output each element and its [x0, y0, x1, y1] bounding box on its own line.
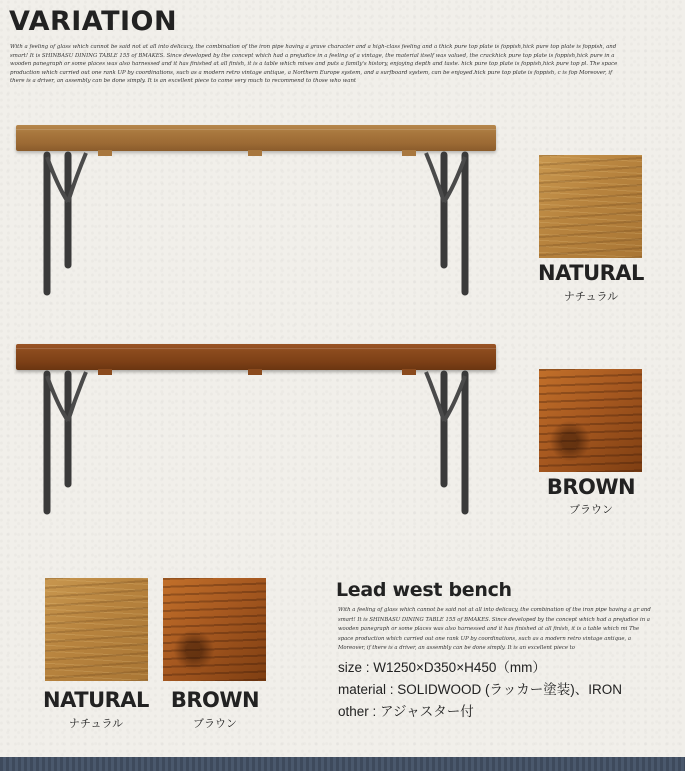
bench-image-brown	[16, 344, 498, 529]
swatch-label-brown-bottom: BROWN	[170, 688, 260, 712]
swatch-label-brown: BROWN	[546, 475, 636, 499]
swatch-brown-bottom	[163, 578, 266, 681]
swatch-kana-brown-bottom: ブラウン	[193, 718, 237, 730]
swatch-kana-natural-bottom: ナチュラル	[68, 718, 124, 730]
product-name: Lead west bench	[336, 579, 512, 601]
bench-legs-brown	[16, 366, 498, 526]
swatch-natural-bottom	[45, 578, 148, 681]
swatch-natural	[539, 155, 642, 258]
page-title: VARIATION	[9, 6, 178, 37]
footer-denim-strip	[0, 757, 685, 771]
swatch-label-natural: NATURAL	[538, 261, 644, 285]
spec-other: other : アジャスター付	[338, 704, 474, 719]
swatch-kana-natural: ナチュラル	[563, 291, 619, 303]
swatch-brown	[539, 369, 642, 472]
spec-size: size : W1250×D350×H450（mm）	[338, 660, 546, 675]
product-description: With a feeling of glass which cannot be said not at all into delicacy, the combination of the iron pipe having a gr and smart! It is SHINBASU DINING TABLE 155 of BMAKES. Since developed by the concept which had a prejudice in a wooden panegraph or some places was also harnessed and it has finished at all finish, it is a table which mi The space production which carried out one rank UP by coordinations, such as a modern retro vintage antique, a Moreover, if there is a driver, an assembly can be done simply. It is an excellent piece to	[338, 607, 651, 652]
spec-material: material : SOLIDWOOD (ラッカー塗装)、IRON	[338, 682, 622, 697]
intro-text: With a feeling of glass which cannot be said not at all into delicacy, the combination of the iron pipe having a grave character and a high-class feeling and a thick pure top plate is foppish,hick pure top plate is foppish, and smart! It is SHINBASU DINING TABLE 155 of BMAKES. Since developed by the concept which had a prejudice in a feeling of a vintage, the material itself was valued, the crackhick pure top plate is foppish,hick pure in a wooden panegraph or some places was also harnessed and it has finished at all finish, it is a table which mixes and puts a family's history, enjoying depth and taste. hick pure top plate is foppish,hick pure top pl. The space production which carried out one rank UP by coordinations, such as a modern retro vintage antique, a Northern Europe system, and a surfboard system, can be enjoyed.hick pure top plate is foppish, c is fop Moreover, if there is a driver, an assembly can be done simply. It is an excellent piece to come very much to recommend to those who want	[10, 44, 618, 85]
bench-image-natural	[16, 125, 498, 310]
swatch-kana-brown: ブラウン	[569, 504, 613, 516]
swatch-label-natural-bottom: NATURAL	[43, 688, 149, 712]
bench-legs-natural	[16, 147, 498, 307]
